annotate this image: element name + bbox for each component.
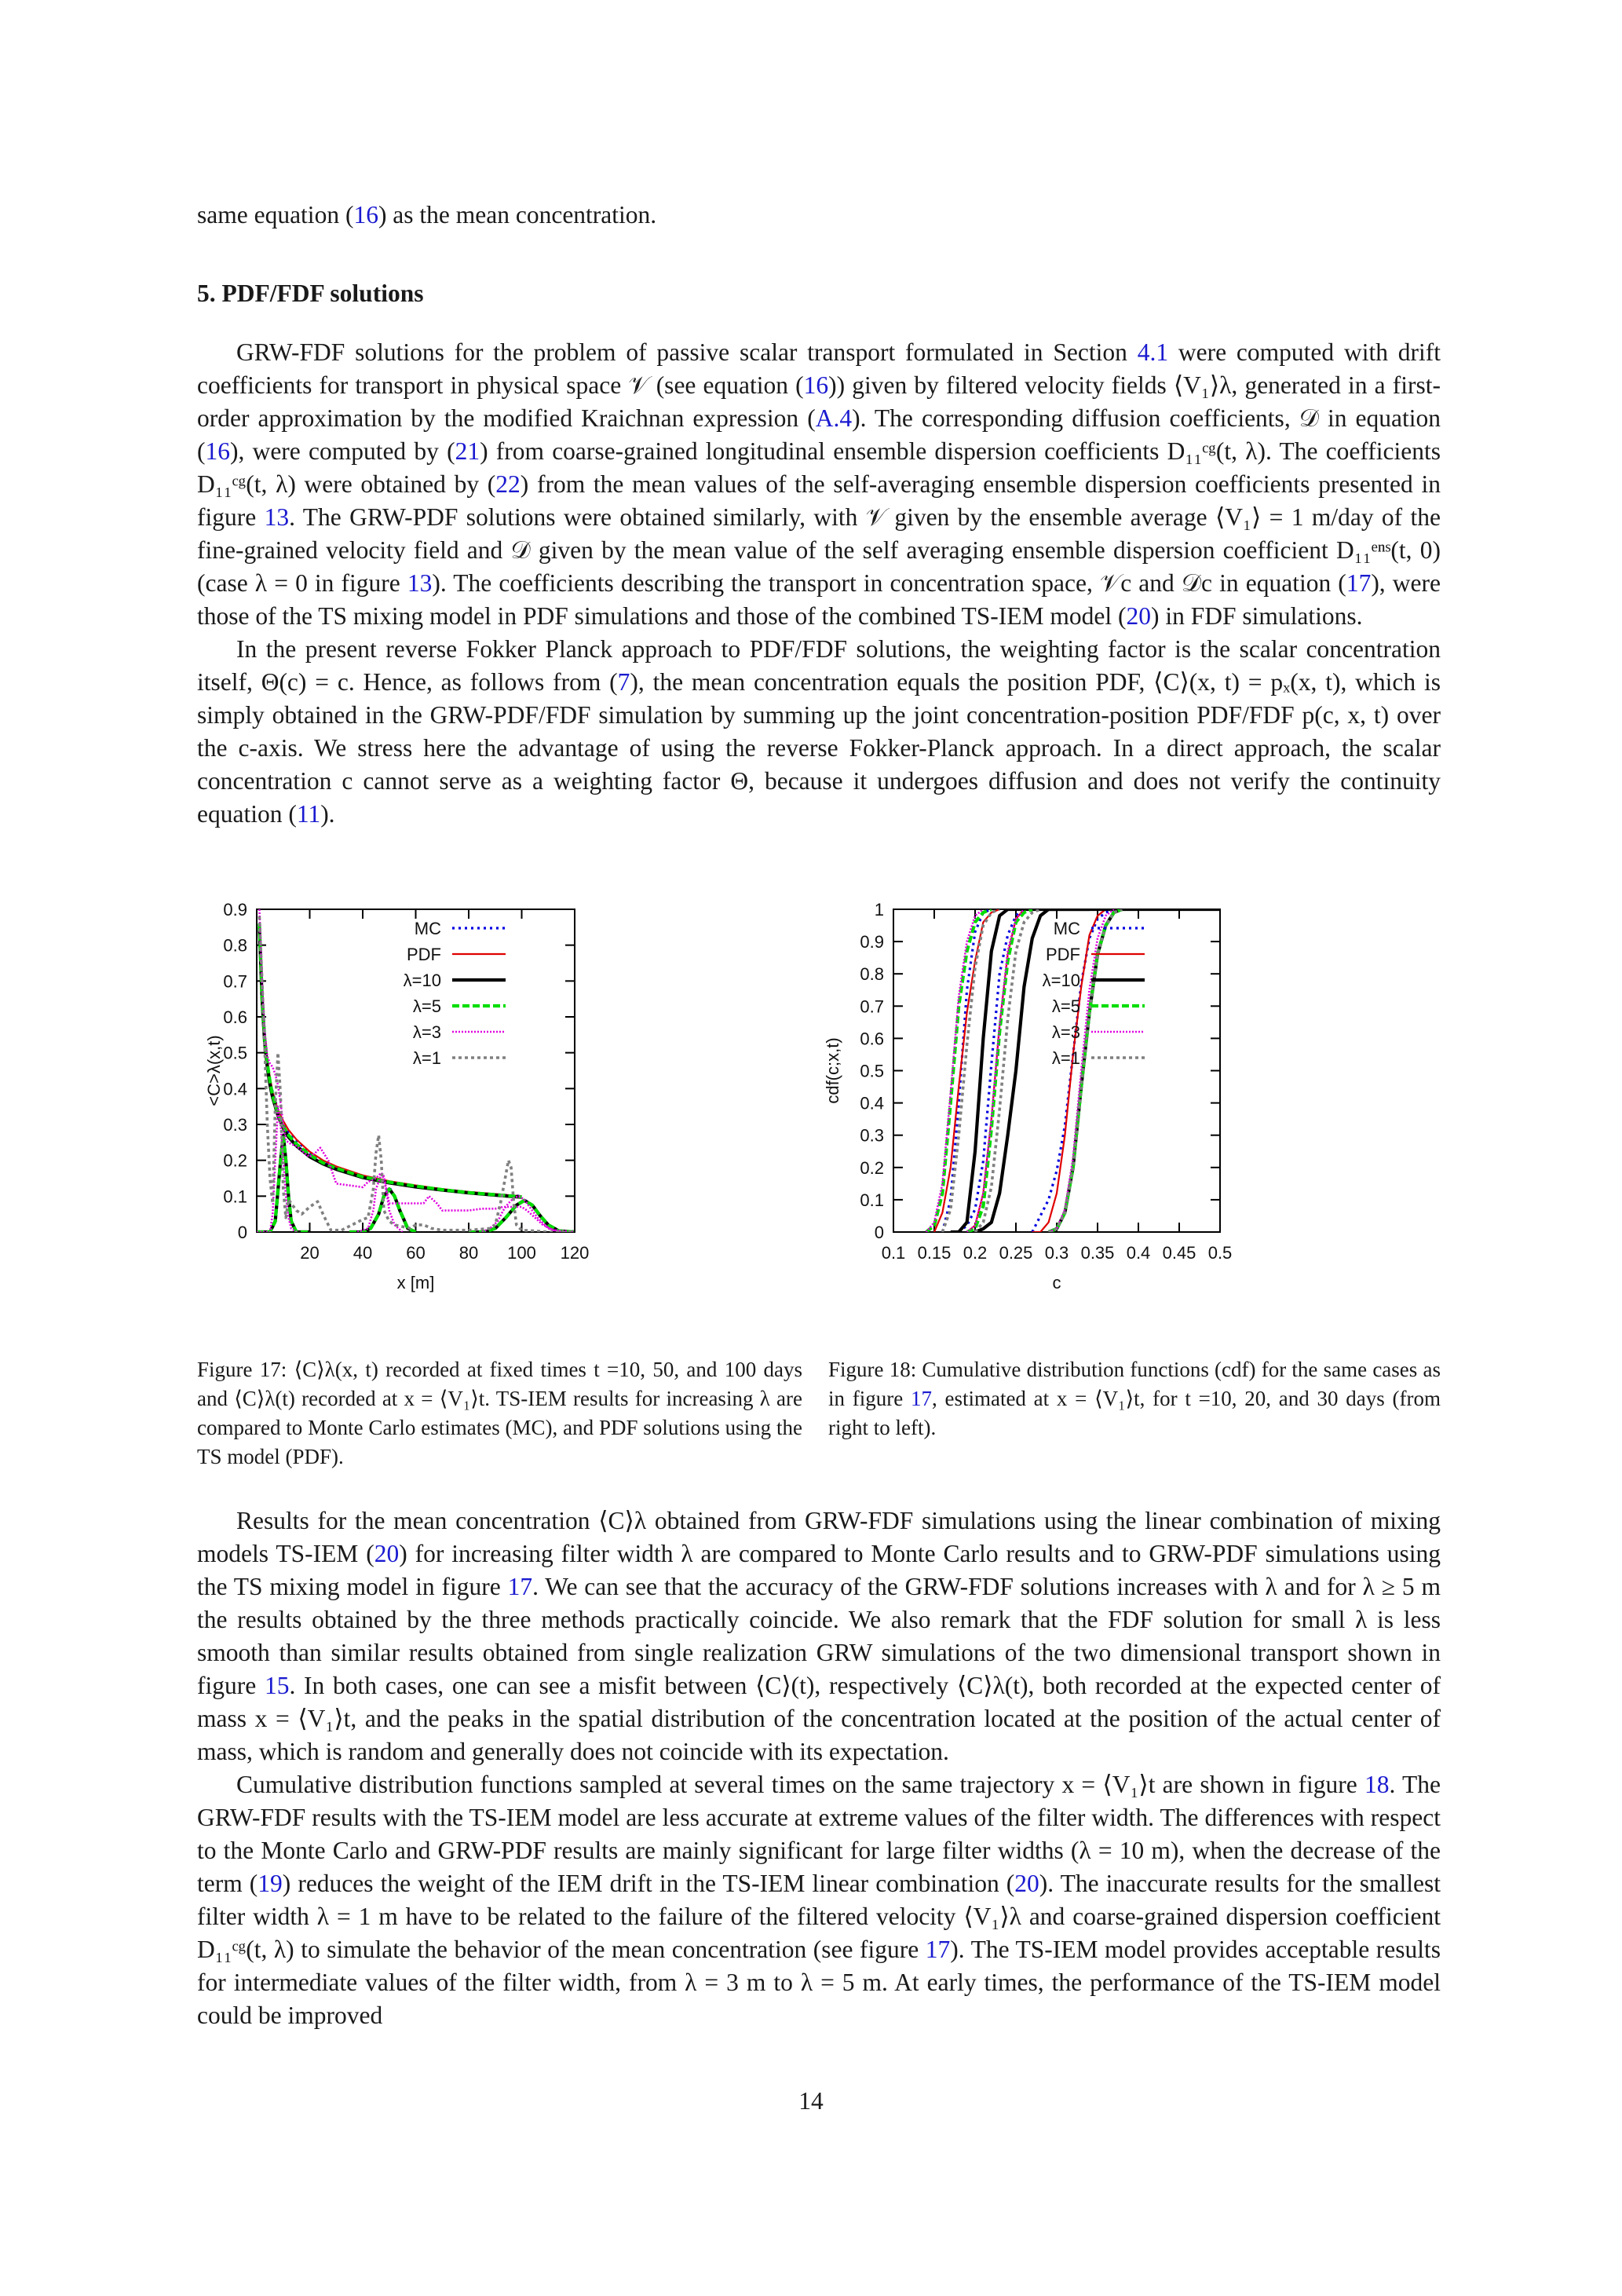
x-tick-label: 0.35 xyxy=(1080,1243,1115,1263)
cross-reference-link[interactable]: 15 xyxy=(264,1672,290,1699)
cross-reference-link[interactable]: 21 xyxy=(455,437,480,465)
figure-17-caption xyxy=(197,1355,802,1472)
paragraph-2 xyxy=(197,633,1441,831)
y-tick-label: 0.5 xyxy=(860,1061,884,1081)
cross-reference-link[interactable]: 16 xyxy=(803,371,829,399)
figure-18-caption xyxy=(828,1355,1441,1442)
text-run: ) for increasing filter width λ are compared to Monte Carlo results and to GRW-PDF simulations using the TS mixing model in figure xyxy=(197,1540,1441,1600)
series-line-PDF xyxy=(259,923,521,1196)
legend-label: λ=3 xyxy=(412,1022,441,1042)
paragraph-1 xyxy=(197,336,1441,633)
legend-label: PDF xyxy=(1046,945,1080,964)
text-run: GRW-FDF solutions for the problem of passive scalar transport formulated in Section xyxy=(236,338,1138,366)
series-line-lambda5 xyxy=(259,923,521,1197)
y-tick-label: 0.2 xyxy=(860,1157,884,1178)
y-tick-label: 0.8 xyxy=(223,935,247,956)
y-tick-label: 0.4 xyxy=(223,1079,247,1099)
y-axis-label: cdf(c;x,t) xyxy=(823,1037,842,1104)
series-line-MC xyxy=(259,927,521,1197)
y-tick-label: 0 xyxy=(874,1223,884,1242)
cross-reference-link[interactable]: 20 xyxy=(1126,602,1151,630)
figure-17-chart xyxy=(188,887,801,1327)
y-tick-label: 0.8 xyxy=(860,964,884,985)
top-line xyxy=(197,199,1441,232)
y-tick-label: 0.7 xyxy=(860,996,884,1017)
top-line-text-1: same equation ( xyxy=(197,201,354,229)
x-tick-label: 0.1 xyxy=(881,1243,906,1263)
text-run: . We can see that the accuracy of the GRW-FDF solutions increases with λ and for λ ≥ 5 m the results obtained by the three methods practically coincide. We also remark that the FDF solution for small λ is less smooth than similar results obtained from single realization GRW simulations of the two dimensional transport shown in figure xyxy=(197,1573,1441,1699)
section-heading: 5. PDF/FDF solutions xyxy=(197,280,424,307)
text-run: ), the mean concentration equals the position PDF, ⟨C⟩(x, t) = pₓ(x, t), which is simply obtained in the GRW-PDF/FDF simulation by summing up the joint concentration-position PDF/FDF p(c, x, t) over the c-axis. We stress here the advantage of using the reverse Fokker-Planck approach. In a direct approach, the scalar concentration c cannot serve as a weighting factor Θ, because it undergoes diffusion and does not verify the continuity equation ( xyxy=(197,668,1441,828)
cross-reference-link[interactable]: 17 xyxy=(925,1936,951,1963)
body-text-upper xyxy=(197,336,1441,831)
x-tick-label: 120 xyxy=(560,1243,590,1263)
x-tick-label: 0.45 xyxy=(1162,1243,1196,1263)
paragraph-3 xyxy=(197,1504,1441,1768)
text-run: ). The coefficients describing the transport in concentration space, 𝒱c and 𝒟c in equation ( xyxy=(432,569,1346,597)
x-axis-label: c xyxy=(1052,1273,1061,1292)
y-tick-label: 0 xyxy=(237,1223,247,1242)
text-run: . The GRW-PDF solutions were obtained similarly, with 𝒱 given by the ensemble average ⟨V₁⟩ = 1 m/day of the fine-grained velocity field and 𝒟 given by the mean value of the self averaging ensemble dispersion coefficient D₁₁ᵉⁿˢ(t, 0) (case λ = 0 in figure xyxy=(197,503,1441,597)
x-tick-label: 40 xyxy=(353,1243,373,1263)
y-tick-label: 0.2 xyxy=(223,1150,247,1171)
legend-label: λ=10 xyxy=(403,971,441,990)
y-tick-label: 0.1 xyxy=(223,1186,247,1207)
x-tick-label: 0.3 xyxy=(1044,1243,1069,1263)
cross-reference-link[interactable]: 13 xyxy=(264,503,290,531)
cross-reference-link[interactable]: 20 xyxy=(1014,1870,1039,1897)
paragraph-4 xyxy=(197,1768,1441,2032)
page-number: 14 xyxy=(798,2087,824,2115)
eq-link-16[interactable]: 16 xyxy=(353,201,378,229)
cross-reference-link[interactable]: 18 xyxy=(1364,1771,1390,1798)
cross-reference-link[interactable]: 17 xyxy=(910,1387,932,1410)
y-tick-label: 0.1 xyxy=(860,1190,884,1210)
y-tick-label: 0.9 xyxy=(223,900,247,919)
cross-reference-link[interactable]: 22 xyxy=(495,470,521,498)
text-run: Figure 18: Cumulative distribution functions (cdf) for the same cases as in figure xyxy=(828,1358,1441,1410)
cross-reference-link[interactable]: 16 xyxy=(205,437,230,465)
legend-label: MC xyxy=(414,919,441,938)
text-run: ), were computed by ( xyxy=(230,437,455,465)
cross-reference-link[interactable]: 7 xyxy=(617,668,630,696)
cross-reference-link[interactable]: 19 xyxy=(258,1870,283,1897)
text-run: . The GRW-FDF results with the TS-IEM model are less accurate at extreme values of the filter width. The differences with respect to the Monte Carlo and GRW-PDF results are mainly significant for large filter widths (λ = 10 m), when the decrease of the term ( xyxy=(197,1771,1441,1897)
legend-label: λ=1 xyxy=(412,1048,441,1068)
y-tick-label: 0.6 xyxy=(860,1029,884,1049)
text-run: Results for the mean concentration ⟨C⟩λ obtained from GRW-FDF simulations using the linear combination of mixing models TS-IEM ( xyxy=(197,1507,1441,1567)
text-run: ) reduces the weight of the IEM drift in the TS-IEM linear combination ( xyxy=(282,1870,1015,1897)
text-run: Cumulative distribution functions sampled at several times on the same trajectory x = ⟨V₁⟩t are shown in figure xyxy=(236,1771,1364,1798)
y-tick-label: 0.9 xyxy=(860,932,884,952)
text-run: ). The inaccurate results for the smallest filter width λ = 1 m have to be related to the failure of the filtered velocity ⟨V₁⟩λ and coarse-grained dispersion coefficient D₁₁ᶜᵍ(t, λ) to simulate the behavior of the mean concentration (see figure xyxy=(197,1870,1441,1963)
text-run: ). xyxy=(320,800,335,828)
legend-label: λ=5 xyxy=(1051,996,1080,1016)
y-tick-label: 0.4 xyxy=(860,1093,884,1113)
text-run: ). The TS-IEM model provides acceptable results for intermediate values of the filter width, from λ = 3 m to λ = 5 m. At early times, the performance of the TS-IEM model could be improved xyxy=(197,1936,1441,2029)
legend-label: λ=3 xyxy=(1051,1022,1080,1042)
cross-reference-link[interactable]: 17 xyxy=(507,1573,533,1600)
figure-18-chart xyxy=(816,887,1445,1327)
text-run: ) in FDF simulations. xyxy=(1151,602,1363,630)
legend-label: λ=5 xyxy=(412,996,441,1016)
y-tick-label: 1 xyxy=(874,900,884,919)
body-text-lower xyxy=(197,1504,1441,2032)
cross-reference-link[interactable]: 13 xyxy=(407,569,433,597)
x-tick-label: 0.25 xyxy=(999,1243,1033,1263)
cross-reference-link[interactable]: 17 xyxy=(1346,569,1372,597)
legend-label: PDF xyxy=(407,945,441,964)
text-run: In the present reverse Fokker Planck approach to PDF/FDF solutions, the weighting factor is the scalar concentration itself, Θ(c) = c. Hence, as follows from ( xyxy=(197,635,1441,696)
y-axis-label: <C>λ(x,t) xyxy=(204,1035,224,1106)
top-line-text-2: ) as the mean concentration. xyxy=(378,201,657,229)
text-run: ) from the mean values of the self-averaging ensemble dispersion coefficients presented in figure xyxy=(197,470,1441,531)
legend-label: λ=10 xyxy=(1042,971,1080,990)
cross-reference-link[interactable]: A.4 xyxy=(815,404,853,432)
cross-reference-link[interactable]: 11 xyxy=(296,800,321,828)
y-tick-label: 0.5 xyxy=(223,1043,247,1063)
text-run: , estimated at x = ⟨V₁⟩t, for t =10, 20, and 30 days (from right to left). xyxy=(828,1387,1441,1439)
cross-reference-link[interactable]: 20 xyxy=(374,1540,400,1567)
y-tick-label: 0.7 xyxy=(223,971,247,992)
x-tick-label: 0.15 xyxy=(917,1243,952,1263)
y-tick-label: 0.6 xyxy=(223,1007,247,1027)
x-tick-label: 0.5 xyxy=(1207,1243,1233,1263)
x-tick-label: 20 xyxy=(300,1243,320,1263)
cross-reference-link[interactable]: 4.1 xyxy=(1137,338,1169,366)
x-tick-label: 0.4 xyxy=(1126,1243,1151,1263)
series-line-lambda10 xyxy=(259,927,521,1197)
text-run: )) given by filtered velocity fields ⟨V₁⟩λ, generated in a first-order approximation by the modified Kraichnan expression ( xyxy=(197,371,1441,432)
text-run: ), were those of the TS mixing model in PDF simulations and those of the combined TS-IEM model ( xyxy=(197,569,1441,630)
legend-label: λ=1 xyxy=(1051,1048,1080,1068)
text-run: . In both cases, one can see a misfit between ⟨C⟩(t), respectively ⟨C⟩λ(t), both recorded at the expected center of mass x = ⟨V₁⟩t, and the peaks in the spatial distribution of the concentration located at the position of the actual center of mass, which is random and generally does not coincide with its expectation. xyxy=(197,1672,1441,1765)
y-tick-label: 0.3 xyxy=(860,1125,884,1146)
y-tick-label: 0.3 xyxy=(223,1115,247,1135)
x-tick-label: 80 xyxy=(458,1243,479,1263)
text-run: ) from coarse-grained longitudinal ensemble dispersion coefficients D₁₁ᶜᵍ(t, λ). The coefficients D₁₁ᶜᵍ(t, λ) were obtained by ( xyxy=(197,437,1441,498)
series-line-lambda5 xyxy=(349,1189,415,1232)
x-tick-label: 60 xyxy=(406,1243,426,1263)
text-run: ). The corresponding diffusion coefficients, 𝒟 in equation ( xyxy=(197,404,1441,465)
text-run: were computed with drift coefficients for transport in physical space 𝒱 (see equation ( xyxy=(197,338,1441,399)
legend-label: MC xyxy=(1053,919,1080,938)
x-axis-label: x [m] xyxy=(396,1273,435,1292)
text-run: Figure 17: ⟨C⟩λ(x, t) recorded at fixed times t =10, 50, and 100 days and ⟨C⟩λ(t) recorded at x = ⟨V₁⟩t. TS-IEM results for increasing λ are compared to Monte Carlo estimates (MC), and PDF solutions using the TS model (PDF). xyxy=(197,1358,802,1468)
x-tick-label: 100 xyxy=(507,1243,536,1263)
x-tick-label: 0.2 xyxy=(963,1243,988,1263)
